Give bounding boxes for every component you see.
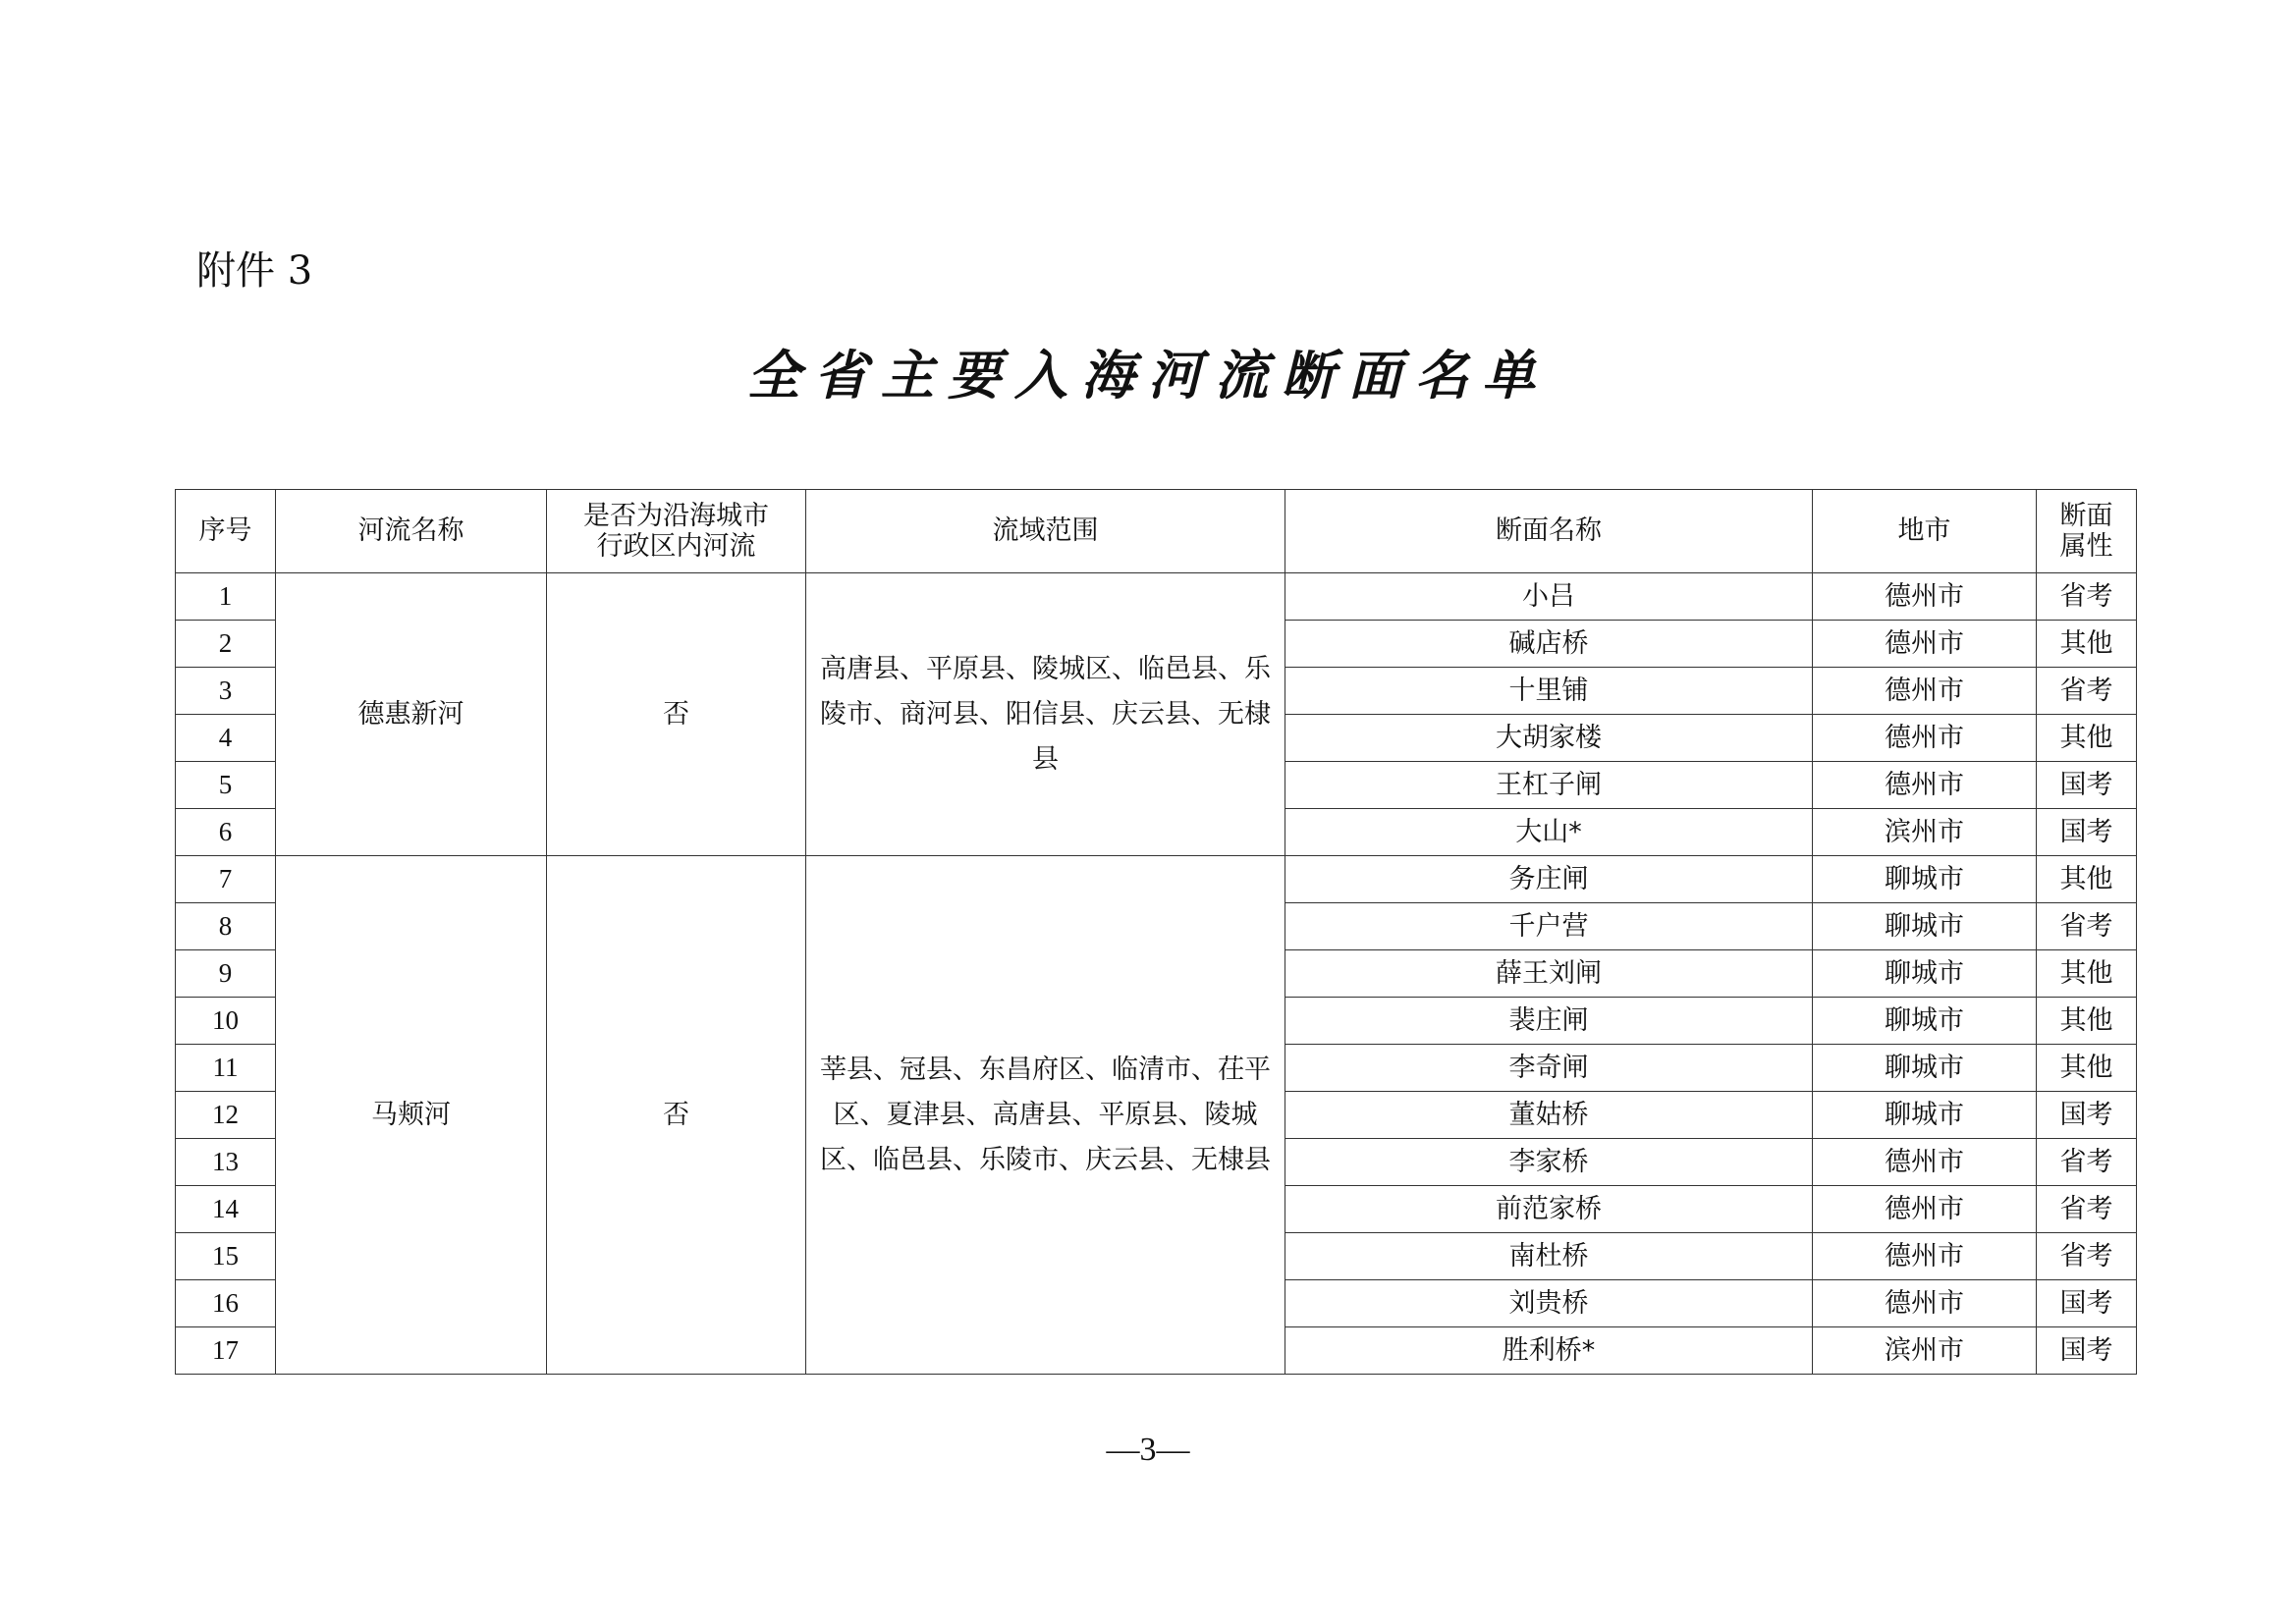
row-index: 3 [176,668,276,715]
section-name: 薛王刘闸 [1285,950,1813,998]
table-row [176,573,2137,621]
city: 聊城市 [1813,998,2037,1045]
row-index: 10 [176,998,276,1045]
section-name: 大胡家楼 [1285,715,1813,762]
header-section-attr-label: 断面属性 [2059,500,2113,562]
section-name: 十里铺 [1285,668,1813,715]
header-city: 地市 [1813,490,2037,573]
row-index: 15 [176,1233,276,1280]
row-index: 11 [176,1045,276,1092]
section-name: 前范家桥 [1285,1186,1813,1233]
section-name: 李家桥 [1285,1139,1813,1186]
row-index: 5 [176,762,276,809]
row-index: 14 [176,1186,276,1233]
city: 德州市 [1813,1280,2037,1327]
section-attr: 省考 [2037,668,2137,715]
city: 德州市 [1813,762,2037,809]
city: 聊城市 [1813,1092,2037,1139]
city: 德州市 [1813,715,2037,762]
city: 德州市 [1813,1186,2037,1233]
section-name: 南杜桥 [1285,1233,1813,1280]
basin-scope: 高唐县、平原县、陵城区、临邑县、乐陵市、商河县、阳信县、庆云县、无棣县 [806,573,1285,856]
section-attr: 国考 [2037,1092,2137,1139]
header-basin: 流域范围 [806,490,1285,573]
header-river-name: 河流名称 [276,490,547,573]
section-attr: 国考 [2037,762,2137,809]
section-name: 大山* [1285,809,1813,856]
city: 德州市 [1813,573,2037,621]
attachment-label: 附件 3 [196,248,313,294]
section-name: 胜利桥* [1285,1327,1813,1375]
header-index: 序号 [176,490,276,573]
section-name: 王杠子闸 [1285,762,1813,809]
section-attr: 省考 [2037,1186,2137,1233]
document-title: 全省主要入海河流断面名单 [747,344,1549,406]
section-attr: 其他 [2037,856,2137,903]
city: 德州市 [1813,668,2037,715]
section-name: 碱店桥 [1285,621,1813,668]
section-attr: 省考 [2037,1139,2137,1186]
coastal-flag: 否 [547,856,806,1375]
row-index: 12 [176,1092,276,1139]
section-attr: 其他 [2037,1045,2137,1092]
row-index: 6 [176,809,276,856]
city: 滨州市 [1813,1327,2037,1375]
section-attr: 省考 [2037,573,2137,621]
section-attr: 省考 [2037,1233,2137,1280]
page-number: —3— [1106,1432,1190,1468]
table-header-row [176,490,2137,573]
row-index: 4 [176,715,276,762]
header-section-attr [2037,490,2137,573]
city: 滨州市 [1813,809,2037,856]
basin-scope: 莘县、冠县、东昌府区、临清市、茌平区、夏津县、高唐县、平原县、陵城区、临邑县、乐陵市、庆云县、无棣县 [806,856,1285,1375]
section-name: 裴庄闸 [1285,998,1813,1045]
city: 聊城市 [1813,950,2037,998]
city: 德州市 [1813,1233,2037,1280]
row-index: 1 [176,573,276,621]
coastal-flag: 否 [547,573,806,856]
city: 聊城市 [1813,903,2037,950]
header-coastal-label: 是否为沿海城市行政区内河流 [583,500,769,562]
header-section-name: 断面名称 [1285,490,1813,573]
section-attr: 国考 [2037,1280,2137,1327]
section-name: 刘贵桥 [1285,1280,1813,1327]
section-name: 董姑桥 [1285,1092,1813,1139]
river-name: 德惠新河 [276,573,547,856]
section-attr: 省考 [2037,903,2137,950]
city: 聊城市 [1813,856,2037,903]
header-coastal [547,490,806,573]
city: 聊城市 [1813,1045,2037,1092]
section-attr: 其他 [2037,998,2137,1045]
section-attr: 其他 [2037,950,2137,998]
row-index: 9 [176,950,276,998]
city: 德州市 [1813,1139,2037,1186]
section-attr: 国考 [2037,1327,2137,1375]
row-index: 13 [176,1139,276,1186]
section-name: 务庄闸 [1285,856,1813,903]
section-attr: 其他 [2037,621,2137,668]
section-attr: 其他 [2037,715,2137,762]
row-index: 16 [176,1280,276,1327]
section-name: 千户营 [1285,903,1813,950]
table-row [176,856,2137,903]
section-attr: 国考 [2037,809,2137,856]
section-name: 李奇闸 [1285,1045,1813,1092]
river-name: 马颊河 [276,856,547,1375]
row-index: 8 [176,903,276,950]
row-index: 2 [176,621,276,668]
section-name: 小吕 [1285,573,1813,621]
row-index: 7 [176,856,276,903]
river-sections-table [175,489,2137,1375]
row-index: 17 [176,1327,276,1375]
city: 德州市 [1813,621,2037,668]
